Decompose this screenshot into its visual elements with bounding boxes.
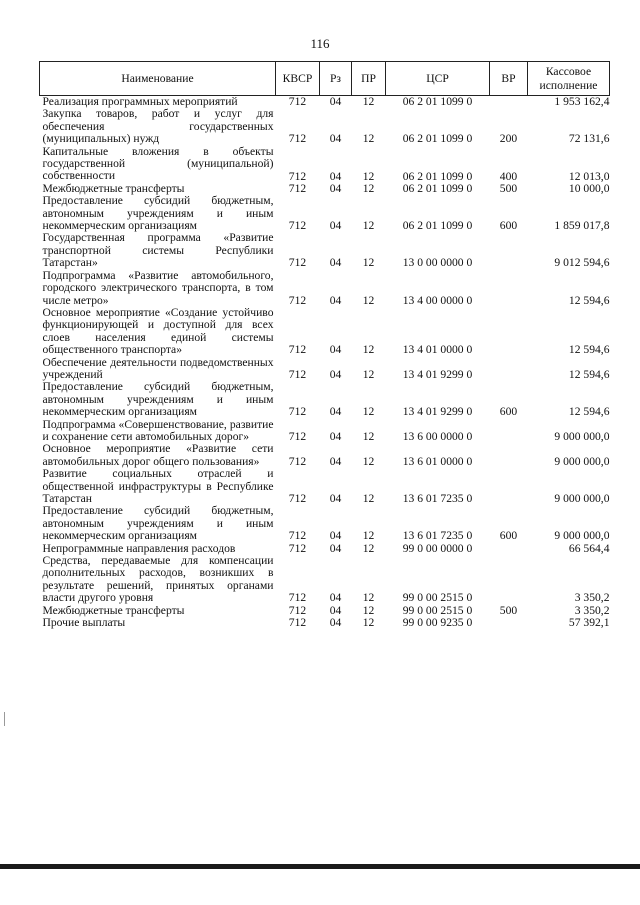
table-row xyxy=(40,381,610,418)
row-csr: 06 2 01 1099 0 xyxy=(402,182,473,196)
table-header-row xyxy=(40,62,610,96)
row-pr: 12 xyxy=(362,293,375,307)
row-amount: 3 350,2 xyxy=(574,603,610,617)
row-name: Капитальные вложения в объекты государственной (муниципальной) собственности xyxy=(42,144,274,183)
table-row xyxy=(40,419,610,444)
row-pr: 12 xyxy=(362,219,375,233)
header-pr: ПР xyxy=(352,62,386,96)
row-kvsr: 712 xyxy=(288,591,307,605)
row-pr: 12 xyxy=(362,132,375,146)
row-amount: 9 000 000,0 xyxy=(554,529,610,543)
row-pr: 12 xyxy=(362,169,375,183)
row-vr xyxy=(490,307,528,357)
table-row xyxy=(40,617,610,629)
row-amount: 10 000,0 xyxy=(568,182,610,196)
row-vr xyxy=(490,443,528,468)
budget-table xyxy=(39,61,610,629)
row-amount: 12 594,6 xyxy=(568,368,610,382)
row-vr xyxy=(490,543,528,555)
row-kvsr: 712 xyxy=(288,492,307,506)
row-csr: 13 4 01 9299 0 xyxy=(402,405,473,419)
row-rz: 04 xyxy=(329,293,342,307)
row-csr: 13 4 01 0000 0 xyxy=(402,343,473,357)
row-pr: 12 xyxy=(362,616,375,630)
row-amount: 1 859 017,8 xyxy=(554,219,610,233)
table-body xyxy=(40,96,610,630)
row-rz: 04 xyxy=(329,368,342,382)
row-vr xyxy=(490,555,528,605)
row-pr: 12 xyxy=(362,182,375,196)
row-rz: 04 xyxy=(329,132,342,146)
row-rz: 04 xyxy=(329,591,342,605)
row-name: Непрограммные направления расходов xyxy=(42,541,236,555)
row-csr: 06 2 01 1099 0 xyxy=(402,95,473,109)
row-rz: 04 xyxy=(329,256,342,270)
row-csr: 13 4 00 0000 0 xyxy=(402,293,473,307)
row-name: Подпрограмма «Совершенствование, развитие и сохранение сети автомобильных дорог» xyxy=(42,417,274,443)
row-vr xyxy=(490,232,528,269)
row-vr: 500 xyxy=(499,182,518,196)
row-csr: 06 2 01 1099 0 xyxy=(402,219,473,233)
row-pr: 12 xyxy=(362,454,375,468)
row-name: Средства, передаваемые для компенсации дополнительных расходов, возникших в результате решений, принятых органами власти другого уровня xyxy=(42,554,274,605)
table-row xyxy=(40,555,610,605)
row-amount: 57 392,1 xyxy=(568,616,610,630)
row-kvsr: 712 xyxy=(288,454,307,468)
row-name: Межбюджетные трансферты xyxy=(42,603,185,617)
row-rz: 04 xyxy=(329,541,342,555)
row-kvsr: 712 xyxy=(288,603,307,617)
row-csr: 99 0 00 2515 0 xyxy=(402,603,473,617)
row-pr: 12 xyxy=(362,529,375,543)
row-csr: 06 2 01 1099 0 xyxy=(402,169,473,183)
table-row xyxy=(40,270,610,307)
row-amount: 9 000 000,0 xyxy=(554,492,610,506)
row-kvsr: 712 xyxy=(288,95,307,109)
row-vr xyxy=(490,96,528,109)
row-name: Предоставление субсидий бюджетным, автономным учреждениям и иным некоммерческим организациям xyxy=(42,194,274,233)
row-kvsr: 712 xyxy=(288,293,307,307)
row-pr: 12 xyxy=(362,256,375,270)
row-kvsr: 712 xyxy=(288,430,307,444)
row-pr: 12 xyxy=(362,343,375,357)
row-vr: 600 xyxy=(499,405,518,419)
row-amount: 66 564,4 xyxy=(568,541,610,555)
margin-mark xyxy=(4,712,5,726)
row-name: Обеспечение деятельности подведомственных учреждений xyxy=(42,355,274,381)
table-row xyxy=(40,357,610,382)
row-name: Межбюджетные трансферты xyxy=(42,181,185,195)
row-rz: 04 xyxy=(329,603,342,617)
row-kvsr: 712 xyxy=(288,368,307,382)
row-pr: 12 xyxy=(362,430,375,444)
row-name: Предоставление субсидий бюджетным, автономным учреждениям и иным некоммерческим организациям xyxy=(42,504,274,543)
row-kvsr: 712 xyxy=(288,616,307,630)
row-pr: 12 xyxy=(362,368,375,382)
row-pr: 12 xyxy=(362,492,375,506)
row-rz: 04 xyxy=(329,405,342,419)
header-kvsr: КВСР xyxy=(276,62,320,96)
row-rz: 04 xyxy=(329,492,342,506)
table-row xyxy=(40,605,610,617)
row-csr: 13 6 01 7235 0 xyxy=(402,492,473,506)
bottom-rule xyxy=(0,864,640,869)
row-pr: 12 xyxy=(362,603,375,617)
row-kvsr: 712 xyxy=(288,529,307,543)
row-name: Основное мероприятие «Создание устойчиво функционирующей и доступной для всех слоев населения единой системы общественного транспорта» xyxy=(42,305,274,357)
table-row xyxy=(40,195,610,232)
row-name: Реализация программных мероприятий xyxy=(42,95,238,108)
row-vr xyxy=(490,468,528,505)
row-kvsr: 712 xyxy=(288,169,307,183)
row-csr: 13 0 00 0000 0 xyxy=(402,256,473,270)
row-rz: 04 xyxy=(329,343,342,357)
row-name: Государственная программа «Развитие транспортной системы Республики Татарстан» xyxy=(42,231,274,270)
row-name: Закупка товаров, работ и услуг для обеспечения государственных (муниципальных) нужд xyxy=(42,107,274,146)
row-pr: 12 xyxy=(362,541,375,555)
row-csr: 99 0 00 9235 0 xyxy=(402,616,473,630)
row-csr: 13 4 01 9299 0 xyxy=(402,368,473,382)
row-amount: 9 000 000,0 xyxy=(554,454,610,468)
table-row xyxy=(40,505,610,542)
row-amount: 12 013,0 xyxy=(568,169,610,183)
row-rz: 04 xyxy=(329,529,342,543)
row-csr: 13 6 00 0000 0 xyxy=(402,430,473,444)
row-vr: 500 xyxy=(499,603,518,617)
row-vr: 200 xyxy=(499,132,518,146)
row-rz: 04 xyxy=(329,182,342,196)
table-row xyxy=(40,443,610,468)
row-csr: 13 6 01 7235 0 xyxy=(402,529,473,543)
table-row xyxy=(40,307,610,357)
row-csr: 13 6 01 0000 0 xyxy=(402,454,473,468)
row-vr xyxy=(490,357,528,382)
row-kvsr: 712 xyxy=(288,541,307,555)
row-kvsr: 712 xyxy=(288,219,307,233)
row-pr: 12 xyxy=(362,591,375,605)
row-kvsr: 712 xyxy=(288,182,307,196)
row-name: Подпрограмма «Развитие автомобильного, городского электрического транспорта, в том числе метро» xyxy=(42,268,274,307)
header-csr: ЦСР xyxy=(386,62,490,96)
row-vr xyxy=(490,419,528,444)
row-name: Развитие социальных отраслей и общественной инфраструктуры в Республике Татарстан xyxy=(42,467,274,505)
row-rz: 04 xyxy=(329,616,342,630)
row-rz: 04 xyxy=(329,430,342,444)
row-csr: 99 0 00 0000 0 xyxy=(402,541,473,555)
row-amount: 72 131,6 xyxy=(568,132,610,146)
table-row xyxy=(40,146,610,183)
row-rz: 04 xyxy=(329,169,342,183)
table-row xyxy=(40,232,610,269)
header-vr: ВР xyxy=(490,62,528,96)
header-amount: Кассовое исполнение xyxy=(528,62,610,96)
table-row xyxy=(40,108,610,145)
row-csr: 06 2 01 1099 0 xyxy=(402,132,473,146)
row-amount: 12 594,6 xyxy=(568,343,610,357)
row-vr xyxy=(490,617,528,629)
row-amount: 9 012 594,6 xyxy=(554,256,610,270)
row-rz: 04 xyxy=(329,219,342,233)
header-rz: Рз xyxy=(320,62,352,96)
row-kvsr: 712 xyxy=(288,132,307,146)
row-kvsr: 712 xyxy=(288,343,307,357)
table-row xyxy=(40,468,610,505)
row-csr: 99 0 00 2515 0 xyxy=(402,591,473,605)
row-kvsr: 712 xyxy=(288,405,307,419)
row-name: Прочие выплаты xyxy=(42,616,126,630)
row-amount: 3 350,2 xyxy=(574,591,610,605)
row-name: Предоставление субсидий бюджетным, автономным учреждениям и иным некоммерческим организациям xyxy=(42,380,274,419)
row-name: Основное мероприятие «Развитие сети автомобильных дорог общего пользования» xyxy=(42,442,274,468)
row-amount: 9 000 000,0 xyxy=(554,430,610,444)
row-amount: 12 594,6 xyxy=(568,405,610,419)
row-rz: 04 xyxy=(329,95,342,109)
row-rz: 04 xyxy=(329,454,342,468)
row-pr: 12 xyxy=(362,405,375,419)
row-vr: 600 xyxy=(499,219,518,233)
row-amount: 1 953 162,4 xyxy=(554,95,610,109)
row-pr: 12 xyxy=(362,95,375,109)
row-kvsr: 712 xyxy=(288,256,307,270)
row-amount: 12 594,6 xyxy=(568,293,610,307)
row-vr xyxy=(490,270,528,307)
row-vr: 400 xyxy=(499,169,518,183)
page-number: 116 xyxy=(310,36,330,51)
row-vr: 600 xyxy=(499,529,518,543)
header-name: Наименование xyxy=(40,62,276,96)
